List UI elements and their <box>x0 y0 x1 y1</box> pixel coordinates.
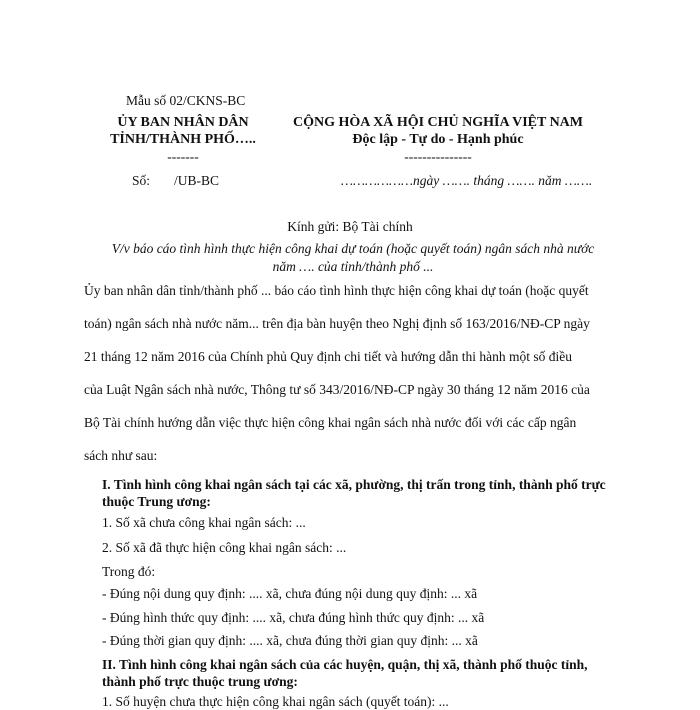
intro-line: 21 tháng 12 năm 2016 của Chính phủ Quy định chi tiết và hướng dẫn thi hành một số điều <box>84 349 573 364</box>
issuer-line2: TỈNH/THÀNH PHỐ….. <box>110 132 256 147</box>
national-motto: Độc lập - Tự do - Hạnh phúc <box>352 132 524 147</box>
section2-item: 1. Số huyện chưa thực hiện công khai ngân sách (quyết toán): ... <box>102 694 449 709</box>
section1-item: Trong đó: <box>102 564 156 579</box>
intro-line: Ủy ban nhân dân tỉnh/thành phố ... báo cáo tình hình thực hiện công khai dự toán (hoặc quyết <box>84 283 589 298</box>
section2-heading: II. Tình hình công khai ngân sách của các huyện, quận, thị xã, thành phố thuộc tỉnh, thành phố trực thuộc trung ương: <box>102 657 588 689</box>
recipient: Kính gửi: Bộ Tài chính <box>287 219 413 234</box>
national-divider: --------------- <box>404 149 472 164</box>
section1-item: 1. Số xã chưa công khai ngân sách: ... <box>102 515 306 530</box>
section1-item: - Đúng nội dung quy định: .... xã, chưa đúng nội dung quy định: ... xã <box>102 586 478 601</box>
date-line: ………………ngày ……. tháng ……. năm ……. <box>341 173 593 188</box>
subject-line2: năm …. của tỉnh/thành phố ... <box>272 259 434 274</box>
document-number-label: Số: <box>132 173 151 188</box>
intro-line: Bộ Tài chính hướng dẫn việc thực hiện công khai ngân sách nhà nước đối với các cấp ngân <box>84 415 577 430</box>
intro-line: của Luật Ngân sách nhà nước, Thông tư số 343/2016/NĐ-CP ngày 30 tháng 12 năm 2016 của <box>84 382 590 397</box>
form-code: Mẫu số 02/CKNS-BC <box>126 93 246 108</box>
subject-line1: V/v báo cáo tình hình thực hiện công khai dự toán (hoặc quyết toán) ngân sách nhà nước <box>111 241 595 256</box>
intro-paragraph <box>84 274 612 472</box>
issuer-divider: ------- <box>167 149 199 164</box>
issuer-line1: ỦY BAN NHÂN DÂN <box>117 115 249 130</box>
section1-heading: I. Tình hình công khai ngân sách tại các xã, phường, thị trấn trong tỉnh, thành phố trực thuộc Trung ương: <box>102 477 606 509</box>
section1-item: - Đúng thời gian quy định: .... xã, chưa đúng thời gian quy định: ... xã <box>102 633 478 648</box>
intro-line: sách như sau: <box>84 448 158 463</box>
section1-item: - Đúng hình thức quy định: .... xã, chưa đúng hình thức quy định: ... xã <box>102 610 485 625</box>
document-number: /UB-BC <box>174 173 220 188</box>
section1-item: 2. Số xã đã thực hiện công khai ngân sách: ... <box>102 540 347 555</box>
intro-line: toán) ngân sách nhà nước năm... trên địa bàn huyện theo Nghị định số 163/2016/NĐ-CP ngày <box>84 316 590 331</box>
national-title: CỘNG HÒA XÃ HỘI CHỦ NGHĨA VIỆT NAM <box>292 115 584 130</box>
